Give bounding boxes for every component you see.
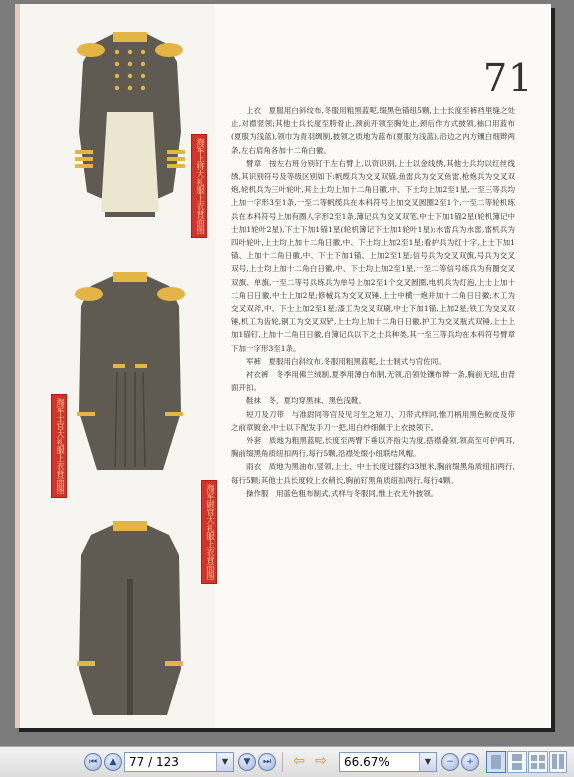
uniform-illustration-officer xyxy=(55,509,205,719)
uniform-illustration-admiral xyxy=(55,22,205,222)
back-arrow-icon: ⇦ xyxy=(293,753,305,769)
last-page-button[interactable] xyxy=(258,753,276,771)
first-page-button[interactable] xyxy=(84,753,102,771)
back-button[interactable] xyxy=(290,753,308,769)
zoom-out-button[interactable] xyxy=(441,753,459,771)
single-page-view-button[interactable] xyxy=(486,751,506,773)
caption-label-2: 海军士官大礼服上衣背面图 xyxy=(51,394,67,498)
continuous-facing-icon xyxy=(552,754,557,769)
zoom-value: 66.67% xyxy=(344,755,390,769)
zoom-out-icon: − xyxy=(446,757,454,767)
caption-label-1: 海军上将大礼服上衣背面图 xyxy=(191,134,207,238)
printed-page-number: 71 xyxy=(483,56,534,100)
paragraph-workwear: 操作服 用蓝色粗布制式,式样与冬服同,惟上衣无外披领。 xyxy=(246,488,439,498)
facing-page-icon-4 xyxy=(539,763,545,769)
caption-label-3: 海军尉官大礼服上衣背面图 xyxy=(201,480,217,584)
last-page-icon: ⏭ xyxy=(262,757,272,767)
continuous-facing-icon-2 xyxy=(559,754,564,769)
continuous-page-icon-lower xyxy=(512,763,522,770)
zoom-in-button[interactable] xyxy=(461,753,479,771)
paragraph-jacket: 上衣 夏服用白斜纹布,冬服用粗黑蓝呢,缀黑色锚纽5颗,上士长度至裤裆里缝之处止,对襟竖领;其他士兵长度至胯骨止,颈前开领至胸处止,颈后作方式披领,袖口用蓝布(夏服为浅蓝),领巾为青羽绸制,披领之质地为蓝布(夏服为浅蓝),沿边之内方镶白细辫两条,左右肩角各加十二角白徽。 xyxy=(231,106,515,155)
paragraph-dagger: 短刀及刀带 与准尉同等官及见习生之短刀、刀带式样同,惟刀柄用黑色鲛皮及带之前章镀金,中士以下配发手刀一把,用白纱细佩于上衣披领下。 xyxy=(231,409,515,432)
toolbar-separator xyxy=(282,752,283,772)
chevron-down-icon[interactable]: ▼ xyxy=(216,753,233,771)
single-page-icon xyxy=(491,755,501,769)
continuous-facing-view-button[interactable] xyxy=(549,751,567,773)
paragraph-sleeve-badge: 臂章 按左右班分别钉于左右臂上,以资识别,上士以金线绣,其他士兵均以红丝线绣,其识别符号及等级区别如下:帆缆兵为交叉双锚,鱼雷兵为交叉鱼雷,枪炮兵为交叉双炮,轮机兵为三叶轮叶,其上士均上加十二角日徽,中、下士均上加2至1星,一至三等兵均上加一字形3至1条,一至二等帆缆兵在本科符号上加交叉圆圈2至1个,一至二等轮机练兵在本科符号上加有圈人字形2至1条,簿记兵为交叉双笔,中士下加1锚2星(轮机簿记中士加1轮叶2星),下士下加1锚1星(轮机簿记下士加1轮叶1星);水雷兵为水雷,雷机兵为四叶轮叶,上士均上加十二角日徽,中、下士均上加2至1星;看护兵为红十字,上士下加1锚、上加十二角日徽,中、下士下加1锚、上加2至1星;信号兵为交叉双旗,号兵为交叉双号,上士均上加十二角白日徽,中、下士均上加2至1星,一至二等信号练兵为有圈交叉双旗、单旗,一至二等号兵练兵为单号上加2至1个交叉圆圈,电机兵为灯泡,上士上加十二角日日徽,中士上加2星;修械兵为交叉双锤,上士中横一炮并加十二角日日徽;木工为交叉双斧,中、下士上加2至1星;漆工为交叉双刷,中士下加1锚,上加2星;铁工为交叉双锤,机工为齿轮,铜工为交叉双铲,上士均上加十二角日日徽,护工为交叉瓶式双锤,上士上加1锚钉,上加十二角日日徽,自簿记兵以下之士兵种类,其一至三等兵均在本科符号臂章下加一字形3至1条。 xyxy=(231,158,515,353)
paragraph-overcoat: 外套 质地为粗黑蓝呢,长度至两臂下垂以齐指尖为度,搭襟叠领,领高至可护两耳,胸前缀黑角质纽扣两行,每行5颗,沿襟处缀小纽联结风帽。 xyxy=(231,436,515,459)
body-text xyxy=(231,104,515,500)
paragraph-raincoat: 雨衣 质地为黑油布,竖领,上士、中士长度过膝约33厘米,胸前缀黑角质纽扣两行,每行5颗;其他士兵长度较上衣稍长,胸前钉黑角质纽扣两行,每行4颗。 xyxy=(231,462,515,485)
forward-button[interactable] xyxy=(312,753,330,769)
uniform-illustration-petty-officer xyxy=(55,262,205,472)
zoom-in-icon: + xyxy=(466,757,474,767)
paragraph-underwear: 衬衣裤 冬季用佛兰绒制,夏季用薄白布制,无领,沿领处镶布辫一条,胸前无纽,由背面开扣。 xyxy=(231,370,515,393)
paragraph-shoes: 鞋袜 冬、夏均穿黑袜、黑色浅靴。 xyxy=(246,396,366,406)
previous-page-icon: ▲ xyxy=(109,757,117,767)
next-page-icon: ▼ xyxy=(243,757,251,767)
zoom-field[interactable] xyxy=(339,752,437,772)
forward-arrow-icon: ⇨ xyxy=(315,753,327,769)
document-page xyxy=(15,4,551,728)
facing-page-icon-3 xyxy=(531,763,537,769)
next-page-button[interactable] xyxy=(238,753,256,771)
facing-view-button[interactable] xyxy=(528,751,548,773)
facing-page-icon-2 xyxy=(539,755,545,761)
first-page-icon: ⏮ xyxy=(88,757,98,767)
paragraph-trousers: 军裤 夏服用白斜纹布,冬服用粗黑蓝呢,上士制式与官佐同。 xyxy=(246,356,446,366)
page-number-field[interactable] xyxy=(124,752,234,772)
margin-stripe xyxy=(15,4,20,728)
previous-page-button[interactable] xyxy=(104,753,122,771)
illustration-plate xyxy=(15,4,215,728)
page-number-value: 77 / 123 xyxy=(129,755,179,769)
facing-page-icon xyxy=(531,755,537,761)
chevron-down-icon[interactable]: ▼ xyxy=(419,753,436,771)
continuous-page-icon xyxy=(512,754,522,761)
viewer-toolbar xyxy=(0,746,574,777)
continuous-view-button[interactable] xyxy=(507,751,527,773)
